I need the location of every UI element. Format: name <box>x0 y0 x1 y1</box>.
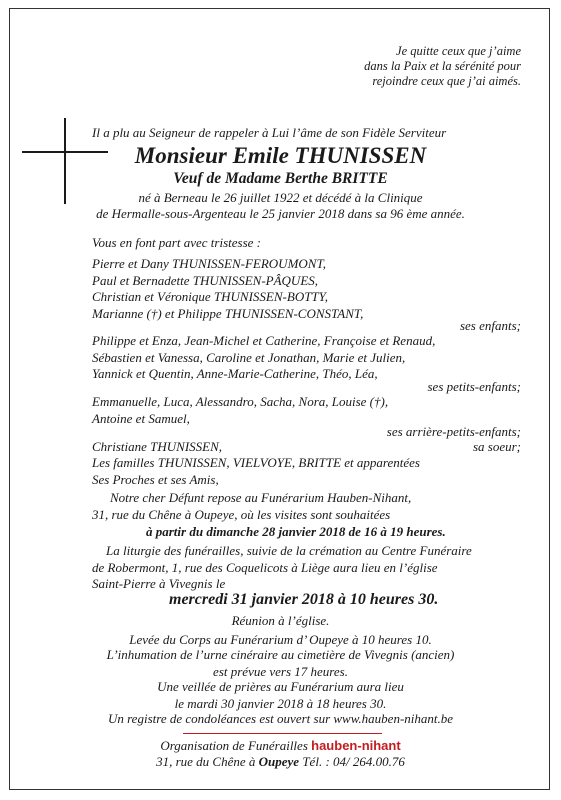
families-block <box>92 455 420 488</box>
rest-line: Notre cher Défunt repose au Funérarium Hauben-Nihant, <box>110 490 412 505</box>
brand-logo: hauben-nihant <box>311 738 401 753</box>
footer-org-text: Organisation de Funérailles <box>160 738 308 753</box>
birth-death-info <box>0 190 561 222</box>
inhumation-info <box>0 647 561 680</box>
rest-info <box>92 490 411 523</box>
great-grandchildren-label: ses arrière-petits-enfants; <box>386 424 521 439</box>
liturgy-line: de Robermont, 1, rue des Coquelicots à Liège aura lieu en l’église <box>92 559 438 575</box>
widow-line: Veuf de Madame Berthe BRITTE <box>173 170 388 187</box>
quote-line: dans la Paix et la sérénité pour <box>364 59 521 73</box>
vigil-info <box>0 679 561 712</box>
visits-time: à partir du dimanche 28 janvier 2018 de 16 à 19 heures. <box>146 524 446 539</box>
deceased-name: Monsieur Emile THUNISSEN <box>134 143 427 168</box>
list-item: Pierre et Dany THUNISSEN-FEROUMONT, <box>92 256 326 271</box>
vigil-line: Une veillée de prières au Funérarium aura lieu <box>157 679 404 694</box>
list-item: Marianne (†) et Philippe THUNISSEN-CONSTANT, <box>92 305 364 321</box>
list-item: Paul et Bernadette THUNISSEN-PÂQUES, <box>92 272 319 288</box>
list-item: Philippe et Enza, Jean-Michel et Catherine, Françoise et Renaud, <box>92 333 436 348</box>
ceremony-date: mercredi 31 janvier 2018 à 10 heures 30. <box>169 591 439 608</box>
footer-org <box>0 738 561 754</box>
list-item: Yannick et Quentin, Anne-Marie-Catherine, Théo, Léa, <box>92 366 378 381</box>
address-street: 31, rue du Chêne à <box>156 754 256 769</box>
quote-line: Je quitte ceux que j’aime <box>396 44 521 58</box>
sister-label: sa soeur; <box>472 439 521 454</box>
bio-line: de Hermalle-sous-Argenteau le 25 janvier 2018 dans sa 96 ème année. <box>96 206 465 221</box>
great-grandchildren-list <box>92 394 388 427</box>
inhumation-line: est prévue vers 17 heures. <box>213 663 348 679</box>
footer-address <box>0 754 561 770</box>
rest-line: 31, rue du Chêne à Oupeye, où les visites sont souhaitées <box>92 506 391 522</box>
meeting-line: Réunion à l’église. <box>231 613 330 628</box>
list-item: Les familles THUNISSEN, VIELVOYE, BRITTE et apparentées <box>92 455 420 470</box>
children-list <box>92 256 363 322</box>
liturgy-line: Saint-Pierre à Vivegnis le <box>92 576 226 591</box>
bio-line: né à Berneau le 26 juillet 1922 et décédé à la Clinique <box>138 190 423 205</box>
liturgy-info <box>92 543 472 593</box>
inhumation-line: L’inhumation de l’urne cinéraire au cimetière de Vivegnis (ancien) <box>106 647 455 662</box>
list-item: Emmanuelle, Luca, Alessandro, Sacha, Nora, Louise (†), <box>92 394 389 409</box>
address-city: Oupeye <box>258 754 300 769</box>
list-item: Christian et Véronique THUNISSEN-BOTTY, <box>92 289 328 304</box>
address-phone: Tél. : 04/ 264.00.76 <box>302 754 405 769</box>
levee-line: Levée du Corps au Funérarium d’ Oupeye à 10 heures 10. <box>129 632 432 647</box>
list-item: Antoine et Samuel, <box>92 410 190 426</box>
children-label: ses enfants; <box>459 318 521 333</box>
grandchildren-list <box>92 333 435 383</box>
epigraph-quote <box>364 44 521 89</box>
liturgy-line: La liturgie des funérailles, suivie de la crémation au Centre Funéraire <box>106 543 472 558</box>
list-item: Sébastien et Vanessa, Caroline et Jonathan, Marie et Julien, <box>92 349 406 365</box>
grandchildren-label: ses petits-enfants; <box>427 379 521 394</box>
announce-line: Vous en font part avec tristesse : <box>92 235 261 250</box>
list-item: Ses Proches et ses Amis, <box>92 471 219 487</box>
intro-line: Il a plu au Seigneur de rappeler à Lui l’âme de son Fidèle Serviteur <box>92 125 447 140</box>
quote-line: rejoindre ceux que j’ai aimés. <box>372 74 521 88</box>
register-line: Un registre de condoléances est ouvert sur www.hauben-nihant.be <box>107 711 454 726</box>
sister-name: Christiane THUNISSEN, <box>92 439 223 454</box>
vigil-line: le mardi 30 janvier 2018 à 18 heures 30. <box>174 695 387 711</box>
footer-separator <box>183 733 382 734</box>
